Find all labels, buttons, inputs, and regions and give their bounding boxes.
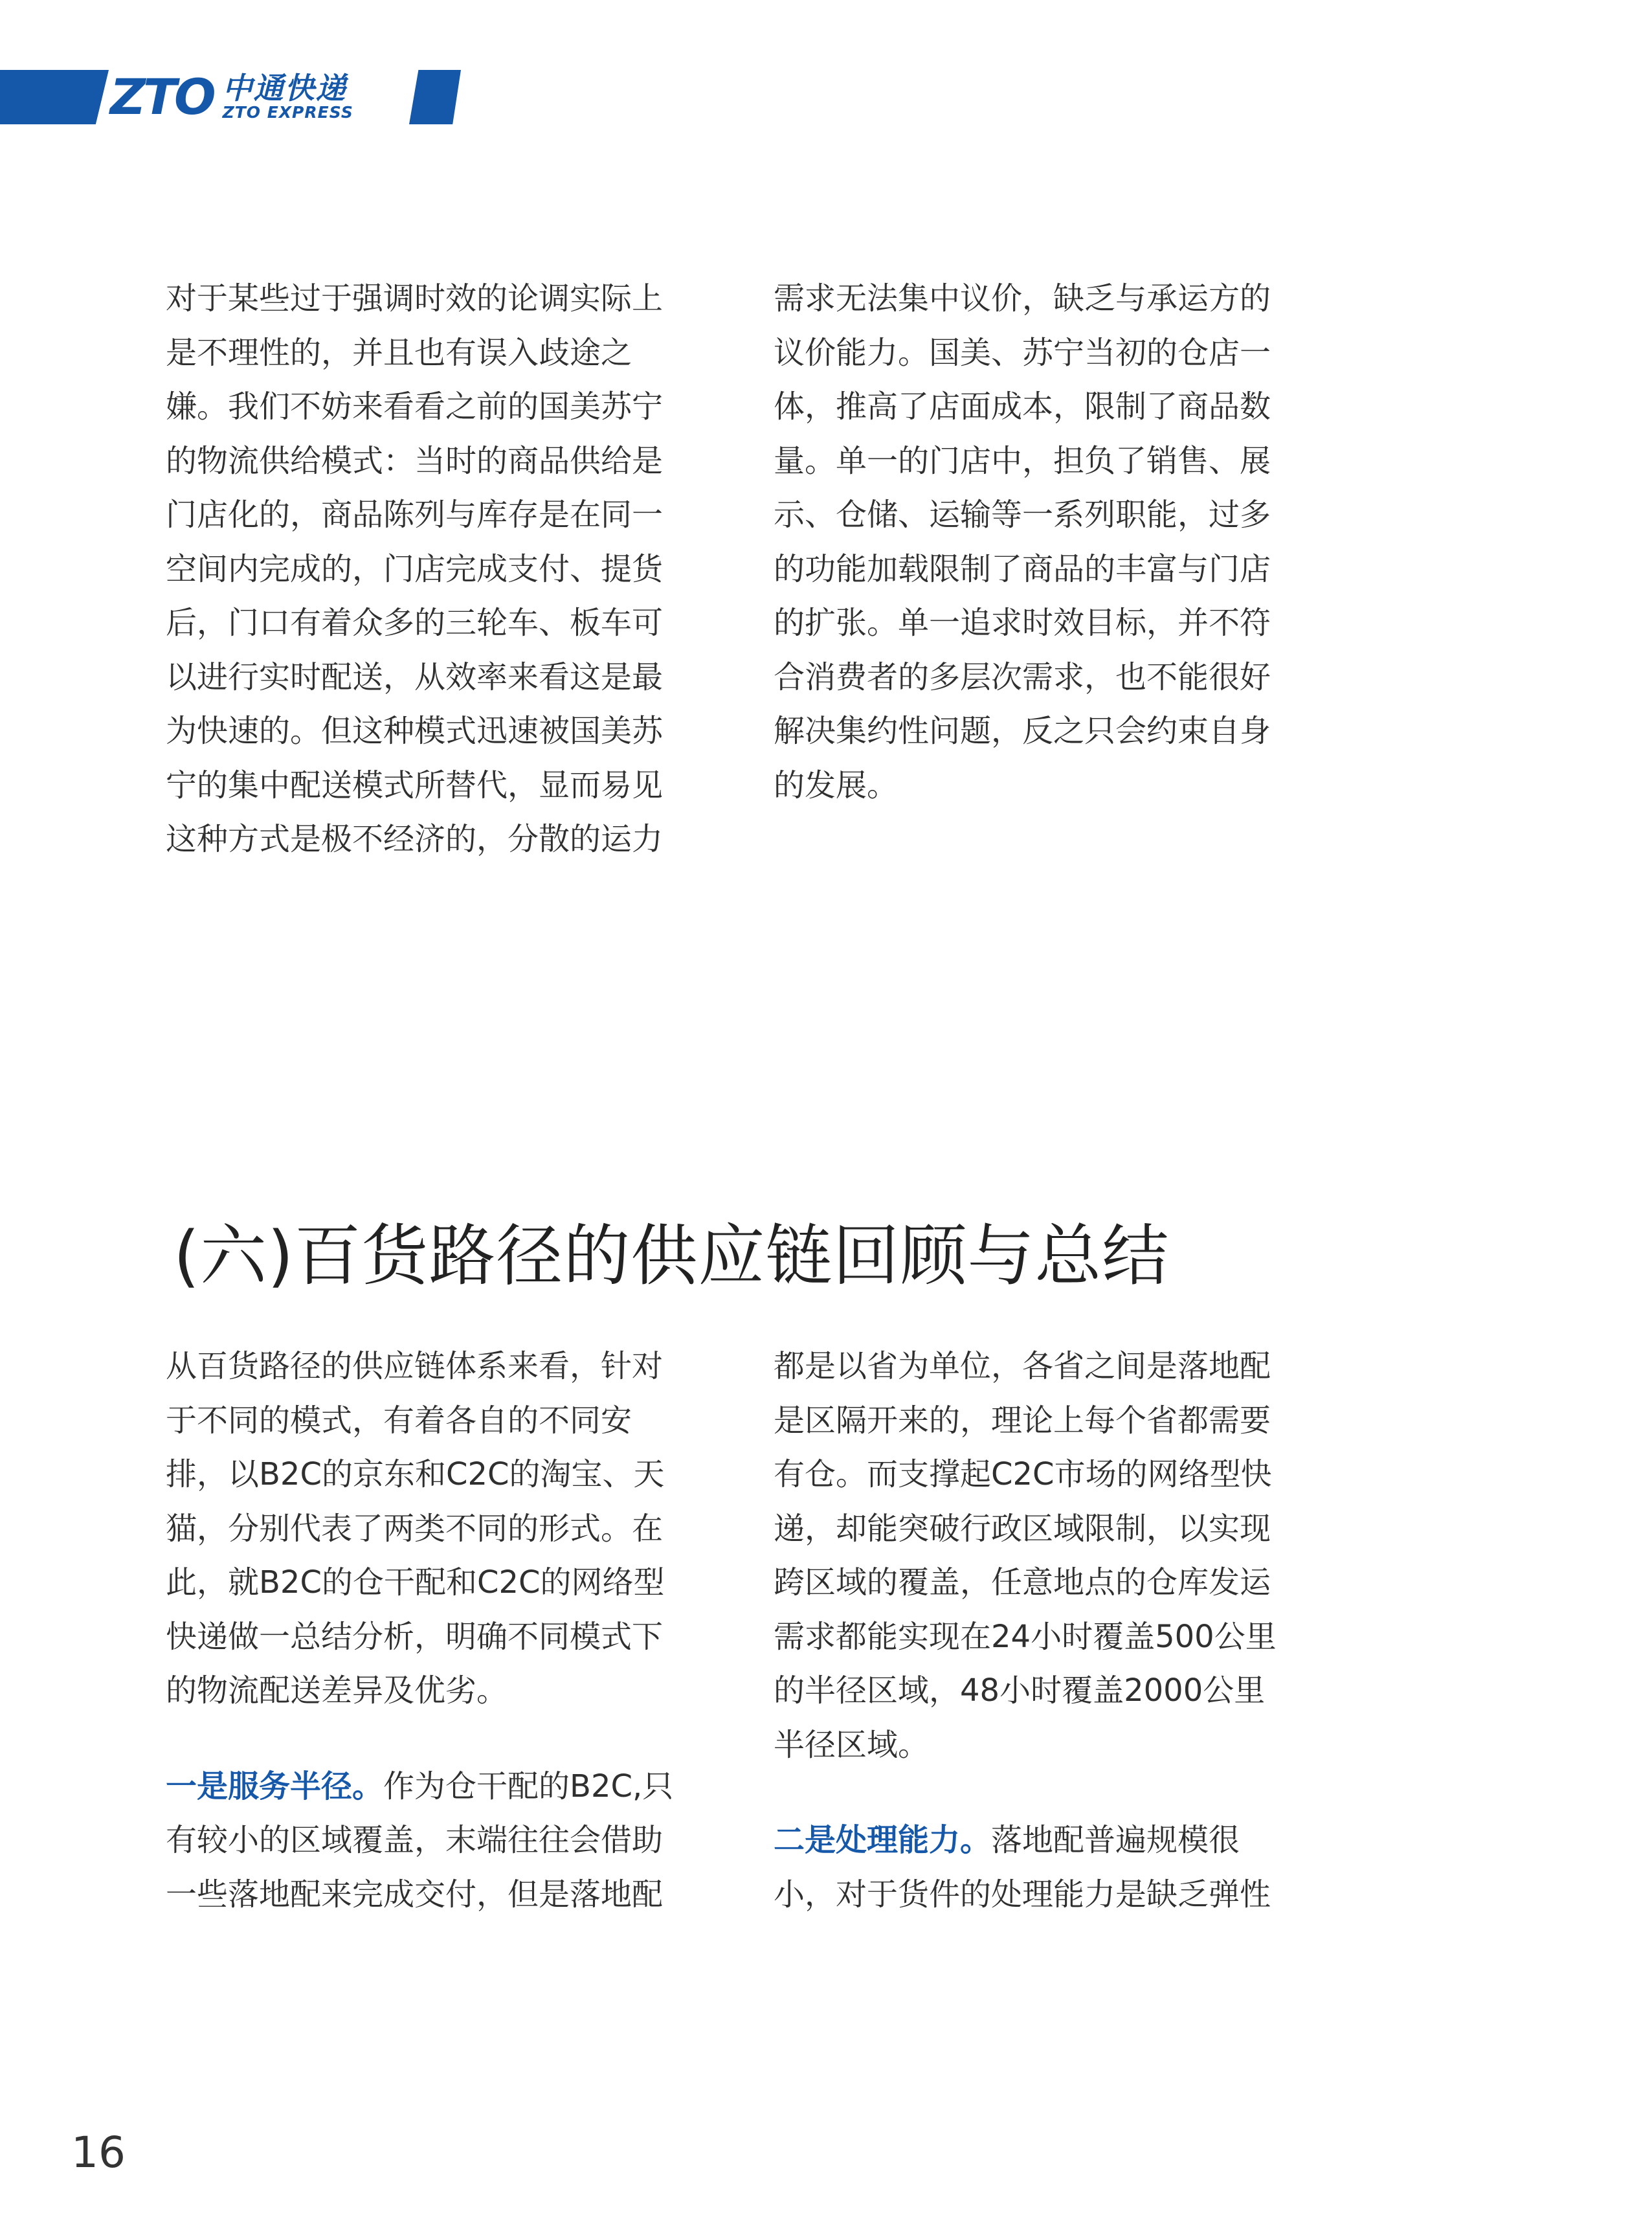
brand-stripe-right: [409, 70, 461, 124]
paragraph-body-text: 作为仓干配的B2C,只有较小的区域覆盖，末端往往会借助一些落地配来完成交付，但是落地配: [166, 1768, 674, 1913]
section2-left-column: [166, 1340, 684, 1922]
body-paragraph: 从百货路径的供应链体系来看，针对于不同的模式，有着各自的不同安排，以B2C的京东和C2C的淘宝、天猫，分别代表了两类不同的形式。在此，就B2C的仓干配和C2C的网络型快递做一总结分析，明确不同模式下的物流配送差异及优劣。: [166, 1348, 665, 1709]
section1-right-column: [774, 272, 1291, 813]
section2-right-column: [774, 1340, 1291, 1922]
section1-left-column: [166, 272, 684, 867]
zto-logo: [110, 70, 353, 124]
logo-english-name: ZTO EXPRESS: [222, 103, 353, 122]
body-paragraph-service-radius: [166, 1760, 684, 1922]
body-paragraph-processing-capacity: [774, 1814, 1291, 1922]
section-title: (六)百货路径的供应链回顾与总结: [173, 1217, 1170, 1296]
body-paragraph: 需求无法集中议价，缺乏与承运方的议价能力。国美、苏宁当初的仓店一体，推高了店面成本，限制了商品数量。单一的门店中，担负了销售、展示、仓储、运输等一系列职能，过多的功能加载限制了商品的丰富与门店的扩张。单一追求时效目标，并不符合消费者的多层次需求，也不能很好解决集约性问题，反之只会约束自身的发展。: [774, 280, 1271, 804]
logo-chinese-name: 中通快递: [222, 71, 347, 106]
brand-stripe-left: [0, 70, 109, 124]
header-brand-bar: [0, 70, 466, 124]
body-paragraph: 都是以省为单位，各省之间是落地配是区隔开来的，理论上每个省都需要有仓。而支撑起C2C市场的网络型快递，却能突破行政区域限制，以实现跨区域的覆盖，任意地点的仓库发运需求都能实现在24小时覆盖500公里的半径区域，48小时覆盖2000公里半径区域。: [774, 1348, 1277, 1763]
paragraph-lead-heading: 二是处理能力。: [774, 1822, 992, 1858]
logo-mark: ZTO: [110, 68, 214, 126]
page-number: 16: [71, 2128, 126, 2177]
logo-text: [223, 73, 353, 122]
paragraph-body-text: 落地配普遍规模很小，对于货件的处理能力是缺乏弹性: [774, 1822, 1271, 1913]
paragraph-lead-heading: 一是服务半径。: [166, 1768, 384, 1804]
body-paragraph: 对于某些过于强调时效的论调实际上是不理性的，并且也有误入歧途之嫌。我们不妨来看看之前的国美苏宁的物流供给模式：当时的商品供给是门店化的，商品陈列与库存是在同一空间内完成的，门店完成支付、提货后，门口有着众多的三轮车、板车可以进行实时配送，从效率来看这是最为快速的。但这种模式迅速被国美苏宁的集中配送模式所替代，显而易见这种方式是极不经济的，分散的运力: [166, 280, 664, 857]
